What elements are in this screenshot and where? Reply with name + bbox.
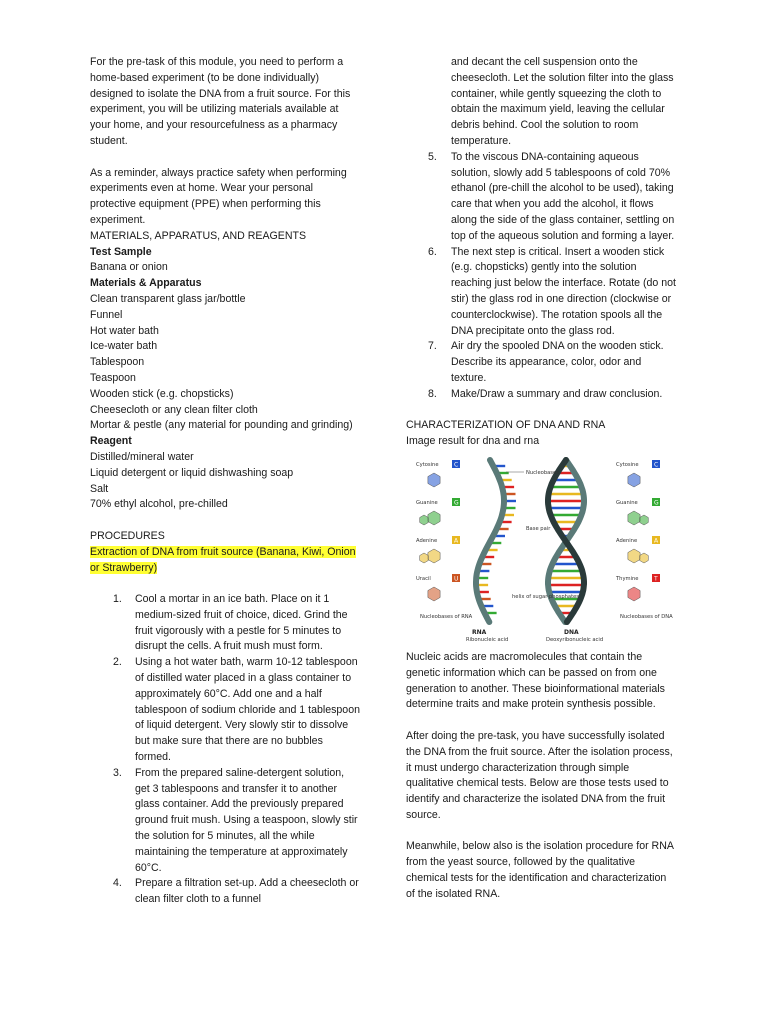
nucleic-acids-paragraph: Nucleic acids are macromolecules that contain the genetic information which can be passed on from one generation to another. These bioinformational materials determine traits and make protein synthesis possible. [406,650,665,711]
apparatus-item: Funnel [90,308,123,321]
procedures-heading: PROCEDURES [90,529,165,542]
safety-reminder: As a reminder, always practice safety when performing experiments even at home. Wear your personal protective equipment (PPE) when performing this experiment. [90,166,347,226]
left-column [90,55,360,908]
apparatus-item: Cheesecloth or any clean filter cloth [90,403,258,416]
image-caption: Image result for dna and rna [406,435,540,448]
step-number: 4. [113,877,122,890]
base-label: Adenine [616,537,638,544]
letter-box-letter: U [454,575,459,583]
apparatus-item: Tablespoon [90,356,145,369]
reagent-item: Distilled/mineral water [90,450,194,463]
letter-box-letter: C [654,461,659,469]
letter-box-letter: C [454,461,459,469]
base-label: Guanine [616,499,638,506]
base-ring [428,511,440,525]
step-text: Make/Draw a summary and draw conclusion. [451,387,663,400]
base-label: Uracil [416,575,431,582]
test-sample-value: Banana or onion [90,261,168,274]
test-sample-heading: Test Sample [90,245,152,258]
step-4-continuation: and decant the cell suspension onto the cheesecloth. Let the solution filter into the glass container, while gently squeezing the cloth to obtain the maximum yield, leaving the cellular debris behind. Cool the solution to room temperature. [451,56,674,147]
base-ring [428,587,440,601]
base-label: Thymine [616,575,639,582]
right-column [406,55,678,903]
rna-nucleobases-label: Nucleobases of RNA [420,613,473,620]
base-label: Guanine [416,499,438,506]
characterization-heading: CHARACTERIZATION OF DNA AND RNA [406,419,606,432]
step-text: To the viscous DNA-containing aqueous solution, slowly add 5 tablespoons of cold 70% ethanol (pre-chill the alcohol to be used), taking care that when you add the alcohol, it flows along the side of the glass container, settling on top of the aqueous solution and forming a layer. [451,150,675,242]
base-ring [428,549,440,563]
dna-title: DNA [564,628,579,636]
base-label: Cytosine [416,461,439,468]
letter-box-letter: G [654,499,659,507]
reagent-item: 70% ethyl alcohol, pre-chilled [90,498,228,511]
reagent-heading: Reagent [90,435,132,448]
letter-box-letter: G [454,499,459,507]
step-number: 2. [113,656,122,669]
apparatus-item: Wooden stick (e.g. chopsticks) [90,387,234,400]
procedure-step [428,245,678,340]
procedure-step [113,592,360,655]
step-text: Using a hot water bath, warm 10-12 tablespoon of distilled water placed in a glass container to approximately 60°C. Add one and a half tablespoon of sodium chloride and 1 tablespoon of liquid detergent. Very slowly stir to dissolve but make sure that there are no bubbles formed. [135,656,360,764]
letter-box-letter: T [654,575,658,583]
apparatus-item: Ice-water bath [90,340,158,353]
base-ring [628,549,640,563]
dna-rna-figure [406,456,673,644]
base-ring [628,587,640,601]
step-text: The next step is critical. Insert a wooden stick (e.g. chopsticks) gently into the solution reaching just below the interface. Rotate (do not stir) the glass rod in one direction (clockwise or counterclockwise). The rotation spools all the DNA precipitate onto the glass rod. [451,245,676,337]
base-ring [628,511,640,525]
procedure-steps-left [113,592,360,908]
rna-title: RNA [472,628,487,636]
apparatus-list [90,292,360,434]
procedure-step [113,876,360,908]
reagent-list [90,450,360,513]
letter-box-letter: A [454,537,459,545]
dna-subtitle: Deoxyribonucleic acid [546,636,604,643]
after-pretask-paragraph: After doing the pre-task, you have successfully isolated the DNA from the fruit source. After the isolation process, it must undergo characterization through simple qualitative chemical tests. Below are those tests used to identify and characterize the isolated DNA from the fruit source. [406,729,673,821]
base-ring [420,515,429,525]
base-ring [420,553,429,563]
left-letter-boxes [452,460,460,583]
step-number: 8. [428,387,437,400]
procedure-step [428,387,678,403]
step-number: 5. [428,150,437,163]
procedure-steps-right [428,150,678,403]
apparatus-heading: Materials & Apparatus [90,277,202,290]
base-ring [640,553,649,563]
step-number: 7. [428,340,437,353]
right-letter-boxes [652,460,660,583]
base-pair-annotation: Base pair [526,525,551,532]
extraction-title [90,545,360,577]
materials-heading: MATERIALS, APPARATUS, AND REAGENTS [90,229,307,242]
rna-subtitle: Ribonucleic acid [466,636,509,643]
procedure-step [113,655,360,766]
procedure-step [113,766,360,877]
meanwhile-paragraph: Meanwhile, below also is the isolation procedure for RNA from the yeast source, followed by the qualitative chemical tests for the identification and characterization of the isolated RNA. [406,840,674,900]
procedure-step [428,150,678,245]
extraction-title-highlight: Extraction of DNA from fruit source (Banana, Kiwi, Onion or Strawberry) [90,545,356,574]
step-number: 1. [113,593,122,606]
step-number: 3. [113,766,122,779]
base-ring [628,473,640,487]
step-text: Air dry the spooled DNA on the wooden stick. Describe its appearance, color, odor and texture. [451,340,664,384]
reagent-item: Salt [90,482,109,495]
apparatus-item: Mortar & pestle (any material for pounding and grinding) [90,419,353,432]
rna-backbone [476,460,504,622]
base-label: Cytosine [616,461,639,468]
step-text: Cool a mortar in an ice bath. Place on it 1 medium-sized fruit of choice, diced. Grind the fruit vigorously with a pestle for 5 minutes to disrupt the cells. A fruit mush must form. [135,593,348,653]
intro-paragraph: For the pre-task of this module, you need to perform a home-based experiment (to be done individually) designed to isolate the DNA from a fruit source. For this experiment, you will be utilizing materials available at your home, and your resourcefulness as a pharmacy student. [90,56,351,147]
letter-box-letter: A [654,537,659,545]
step-text: From the prepared saline-detergent solution, get 3 tablespoons and transfer it to another glass container. Add the previously prepared ground fruit mush. Using a teaspoon, slowly stir the solution for 5 minutes, all the while maintaining the temperature at approximately 60°C. [135,766,358,874]
dna-nucleobases-label: Nucleobases of DNA [620,613,673,620]
procedure-step [428,339,678,386]
apparatus-item: Clean transparent glass jar/bottle [90,292,246,305]
step-text: Prepare a filtration set-up. Add a cheesecloth or clean filter cloth to a funnel [135,877,359,906]
base-ring [428,473,440,487]
nucleobases-annotation: Nucleobases [526,469,559,476]
apparatus-item: Teaspoon [90,371,136,384]
base-ring [640,515,649,525]
reagent-item: Liquid detergent or liquid dishwashing soap [90,466,294,479]
step-number: 6. [428,245,437,258]
dna-rna-diagram [406,456,673,644]
apparatus-item: Hot water bath [90,324,159,337]
helix-annotation: helix of sugar-phosphates [512,593,580,600]
base-label: Adenine [416,537,438,544]
